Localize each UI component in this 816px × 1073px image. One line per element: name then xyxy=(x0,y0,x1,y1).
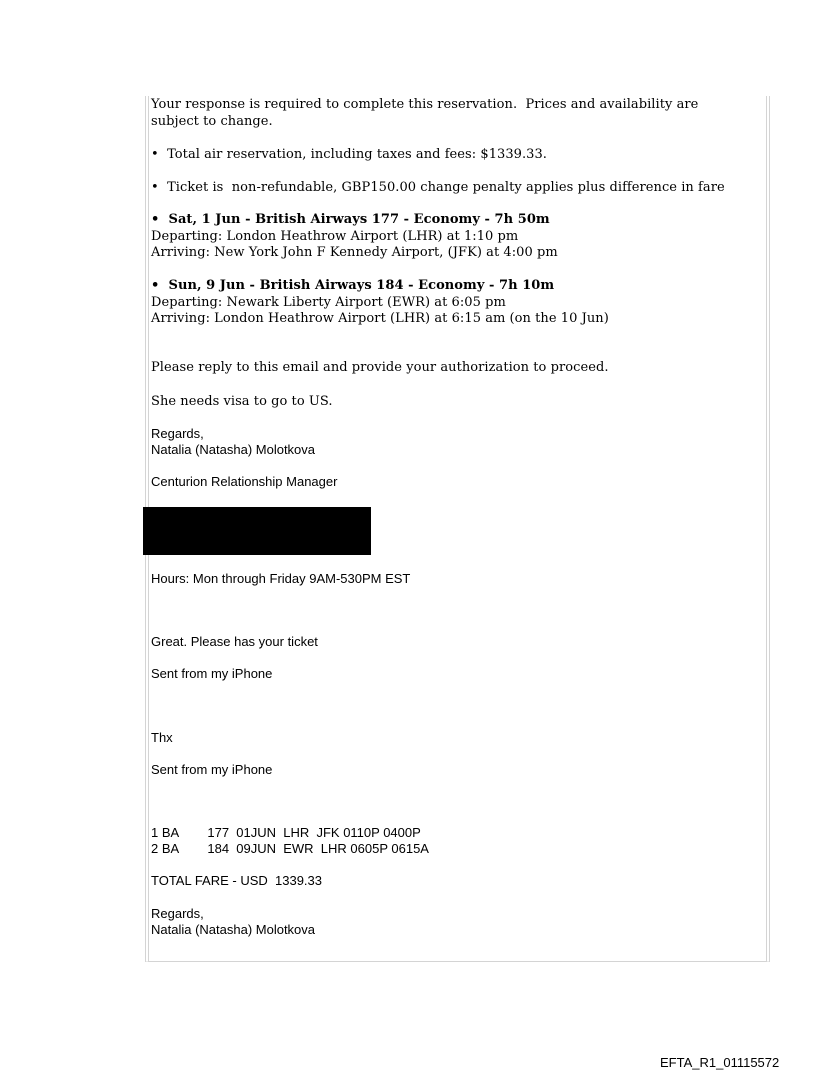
signature-1-title: Centurion Relationship Manager xyxy=(151,474,338,489)
visa-note: She needs visa to go to US. xyxy=(151,394,333,409)
sent-from-iphone-2: Sent from my iPhone xyxy=(151,762,273,777)
ticket-policy-bullet: • Ticket is non-refundable, GBP150.00 change penalty applies plus difference in fare xyxy=(151,180,725,195)
total-reservation-bullet: • Total air reservation, including taxes and fees: $1339.33. xyxy=(151,147,547,162)
flight-2-arriving: Arriving: London Heathrow Airport (LHR) at 6:15 am (on the 10 Jun) xyxy=(151,311,609,326)
reply-thx: Thx xyxy=(151,730,173,745)
reply-request: Please reply to this email and provide your authorization to proceed. xyxy=(151,360,609,375)
document-id: EFTA_R1_01115572 xyxy=(660,1055,780,1070)
flight-2-heading: • Sun, 9 Jun - British Airways 184 - Economy - 7h 10m xyxy=(151,278,555,293)
itinerary-line-2: 2 BA 184 09JUN EWR LHR 0605P 0615A xyxy=(151,841,429,856)
reservation-intro-line-1: Your response is required to complete this reservation. Prices and availability are xyxy=(151,97,699,112)
reply-great: Great. Please has your ticket xyxy=(151,634,318,649)
signature-2-regards: Regards, xyxy=(151,906,204,921)
flight-1-departing: Departing: London Heathrow Airport (LHR) at 1:10 pm xyxy=(151,229,519,244)
total-fare: TOTAL FARE - USD 1339.33 xyxy=(151,873,322,888)
flight-1-heading: • Sat, 1 Jun - British Airways 177 - Economy - 7h 50m xyxy=(151,212,550,227)
redaction-block xyxy=(143,507,371,555)
office-hours: Hours: Mon through Friday 9AM-530PM EST xyxy=(151,571,411,586)
flight-1-arriving: Arriving: New York John F Kennedy Airport, (JFK) at 4:00 pm xyxy=(151,245,558,260)
signature-1-regards: Regards, xyxy=(151,426,204,441)
flight-2-departing: Departing: Newark Liberty Airport (EWR) at 6:05 pm xyxy=(151,295,506,310)
sent-from-iphone-1: Sent from my iPhone xyxy=(151,666,273,681)
reservation-intro-line-2: subject to change. xyxy=(151,114,273,129)
signature-1-name: Natalia (Natasha) Molotkova xyxy=(151,442,316,457)
itinerary-line-1: 1 BA 177 01JUN LHR JFK 0110P 0400P xyxy=(151,825,421,840)
signature-2-name: Natalia (Natasha) Molotkova xyxy=(151,922,316,937)
